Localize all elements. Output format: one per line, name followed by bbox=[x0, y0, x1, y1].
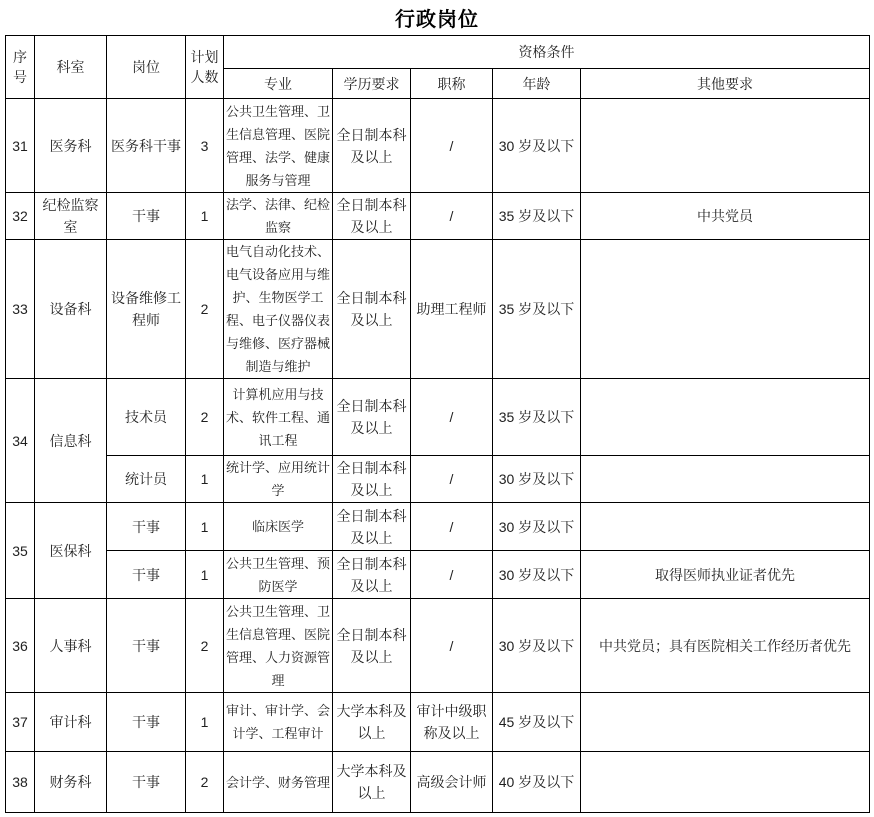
cell-no: 33 bbox=[6, 240, 35, 379]
cell-count: 1 bbox=[186, 551, 224, 599]
cell-edu: 全日制本科及以上 bbox=[333, 503, 411, 551]
header-zige-tiaojian: 资格条件 bbox=[224, 36, 870, 69]
cell-other: 中共党员；具有医院相关工作经历者优先 bbox=[581, 599, 870, 693]
header-keshi: 科室 bbox=[35, 36, 107, 99]
table-row bbox=[6, 693, 870, 752]
jobs-table bbox=[5, 35, 870, 813]
cell-other bbox=[581, 456, 870, 503]
cell-major: 法学、法律、纪检监察 bbox=[224, 193, 333, 240]
header-gangwei: 岗位 bbox=[107, 36, 186, 99]
cell-other bbox=[581, 379, 870, 456]
cell-no: 35 bbox=[6, 503, 35, 599]
cell-title: / bbox=[411, 503, 493, 551]
cell-dept: 设备科 bbox=[35, 240, 107, 379]
cell-count: 2 bbox=[186, 240, 224, 379]
cell-count: 2 bbox=[186, 379, 224, 456]
cell-no: 38 bbox=[6, 752, 35, 813]
cell-age: 45 岁及以下 bbox=[493, 693, 581, 752]
header-xueli-yaoqiu: 学历要求 bbox=[333, 69, 411, 99]
cell-title: 审计中级职称及以上 bbox=[411, 693, 493, 752]
cell-no: 37 bbox=[6, 693, 35, 752]
table-row bbox=[6, 752, 870, 813]
cell-no: 34 bbox=[6, 379, 35, 503]
cell-count: 1 bbox=[186, 193, 224, 240]
cell-count: 2 bbox=[186, 599, 224, 693]
cell-age: 30 岁及以下 bbox=[493, 456, 581, 503]
header-zhicheng: 职称 bbox=[411, 69, 493, 99]
cell-post: 干事 bbox=[107, 693, 186, 752]
cell-age: 35 岁及以下 bbox=[493, 193, 581, 240]
cell-edu: 全日制本科及以上 bbox=[333, 99, 411, 193]
cell-other bbox=[581, 693, 870, 752]
cell-edu: 全日制本科及以上 bbox=[333, 599, 411, 693]
cell-dept: 人事科 bbox=[35, 599, 107, 693]
cell-edu: 大学本科及以上 bbox=[333, 752, 411, 813]
cell-title: 助理工程师 bbox=[411, 240, 493, 379]
cell-title: 高级会计师 bbox=[411, 752, 493, 813]
cell-major: 公共卫生管理、卫生信息管理、医院管理、人力资源管理 bbox=[224, 599, 333, 693]
cell-post: 干事 bbox=[107, 503, 186, 551]
cell-age: 35 岁及以下 bbox=[493, 379, 581, 456]
cell-other bbox=[581, 240, 870, 379]
cell-major: 会计学、财务管理 bbox=[224, 752, 333, 813]
cell-age: 35 岁及以下 bbox=[493, 240, 581, 379]
cell-no: 32 bbox=[6, 193, 35, 240]
cell-age: 30 岁及以下 bbox=[493, 599, 581, 693]
cell-count: 1 bbox=[186, 503, 224, 551]
cell-post: 技术员 bbox=[107, 379, 186, 456]
header-nianling: 年龄 bbox=[493, 69, 581, 99]
table-row bbox=[6, 99, 870, 193]
cell-major: 公共卫生管理、预防医学 bbox=[224, 551, 333, 599]
cell-age: 30 岁及以下 bbox=[493, 551, 581, 599]
cell-post: 干事 bbox=[107, 752, 186, 813]
cell-edu: 全日制本科及以上 bbox=[333, 456, 411, 503]
cell-post: 干事 bbox=[107, 599, 186, 693]
cell-no: 36 bbox=[6, 599, 35, 693]
cell-dept: 医务科 bbox=[35, 99, 107, 193]
cell-age: 40 岁及以下 bbox=[493, 752, 581, 813]
cell-major: 电气自动化技术、电气设备应用与维护、生物医学工程、电子仪器仪表与维修、医疗器械制造与维护 bbox=[224, 240, 333, 379]
table-row bbox=[6, 193, 870, 240]
cell-edu: 全日制本科及以上 bbox=[333, 379, 411, 456]
cell-title: / bbox=[411, 599, 493, 693]
cell-post: 设备维修工程师 bbox=[107, 240, 186, 379]
cell-other: 中共党员 bbox=[581, 193, 870, 240]
cell-other bbox=[581, 503, 870, 551]
cell-post: 统计员 bbox=[107, 456, 186, 503]
cell-dept: 医保科 bbox=[35, 503, 107, 599]
cell-major: 统计学、应用统计学 bbox=[224, 456, 333, 503]
table-row bbox=[6, 240, 870, 379]
cell-title: / bbox=[411, 551, 493, 599]
cell-dept: 信息科 bbox=[35, 379, 107, 503]
header-qita-yaoqiu: 其他要求 bbox=[581, 69, 870, 99]
cell-other bbox=[581, 752, 870, 813]
header-xuhao: 序号 bbox=[6, 36, 35, 99]
cell-major: 临床医学 bbox=[224, 503, 333, 551]
cell-title: / bbox=[411, 456, 493, 503]
cell-post: 干事 bbox=[107, 193, 186, 240]
table-row bbox=[6, 551, 870, 599]
cell-other: 取得医师执业证者优先 bbox=[581, 551, 870, 599]
cell-count: 1 bbox=[186, 693, 224, 752]
cell-major: 计算机应用与技术、软件工程、通讯工程 bbox=[224, 379, 333, 456]
cell-title: / bbox=[411, 99, 493, 193]
cell-edu: 全日制本科及以上 bbox=[333, 193, 411, 240]
cell-dept: 审计科 bbox=[35, 693, 107, 752]
table-row bbox=[6, 456, 870, 503]
cell-edu: 全日制本科及以上 bbox=[333, 240, 411, 379]
header-row-1 bbox=[6, 36, 870, 69]
cell-count: 1 bbox=[186, 456, 224, 503]
cell-post: 干事 bbox=[107, 551, 186, 599]
cell-age: 30 岁及以下 bbox=[493, 99, 581, 193]
cell-major: 公共卫生管理、卫生信息管理、医院管理、法学、健康服务与管理 bbox=[224, 99, 333, 193]
cell-post: 医务科干事 bbox=[107, 99, 186, 193]
cell-edu: 大学本科及以上 bbox=[333, 693, 411, 752]
header-jihua-renshu: 计划人数 bbox=[186, 36, 224, 99]
table-row bbox=[6, 379, 870, 456]
cell-edu: 全日制本科及以上 bbox=[333, 551, 411, 599]
cell-age: 30 岁及以下 bbox=[493, 503, 581, 551]
cell-dept: 纪检监察室 bbox=[35, 193, 107, 240]
cell-title: / bbox=[411, 193, 493, 240]
header-zhuanye: 专业 bbox=[224, 69, 333, 99]
cell-dept: 财务科 bbox=[35, 752, 107, 813]
cell-major: 审计、审计学、会计学、工程审计 bbox=[224, 693, 333, 752]
cell-title: / bbox=[411, 379, 493, 456]
cell-no: 31 bbox=[6, 99, 35, 193]
cell-count: 2 bbox=[186, 752, 224, 813]
page-title: 行政岗位 bbox=[395, 9, 479, 31]
table-row bbox=[6, 599, 870, 693]
table-row bbox=[6, 503, 870, 551]
cell-count: 3 bbox=[186, 99, 224, 193]
cell-other bbox=[581, 99, 870, 193]
